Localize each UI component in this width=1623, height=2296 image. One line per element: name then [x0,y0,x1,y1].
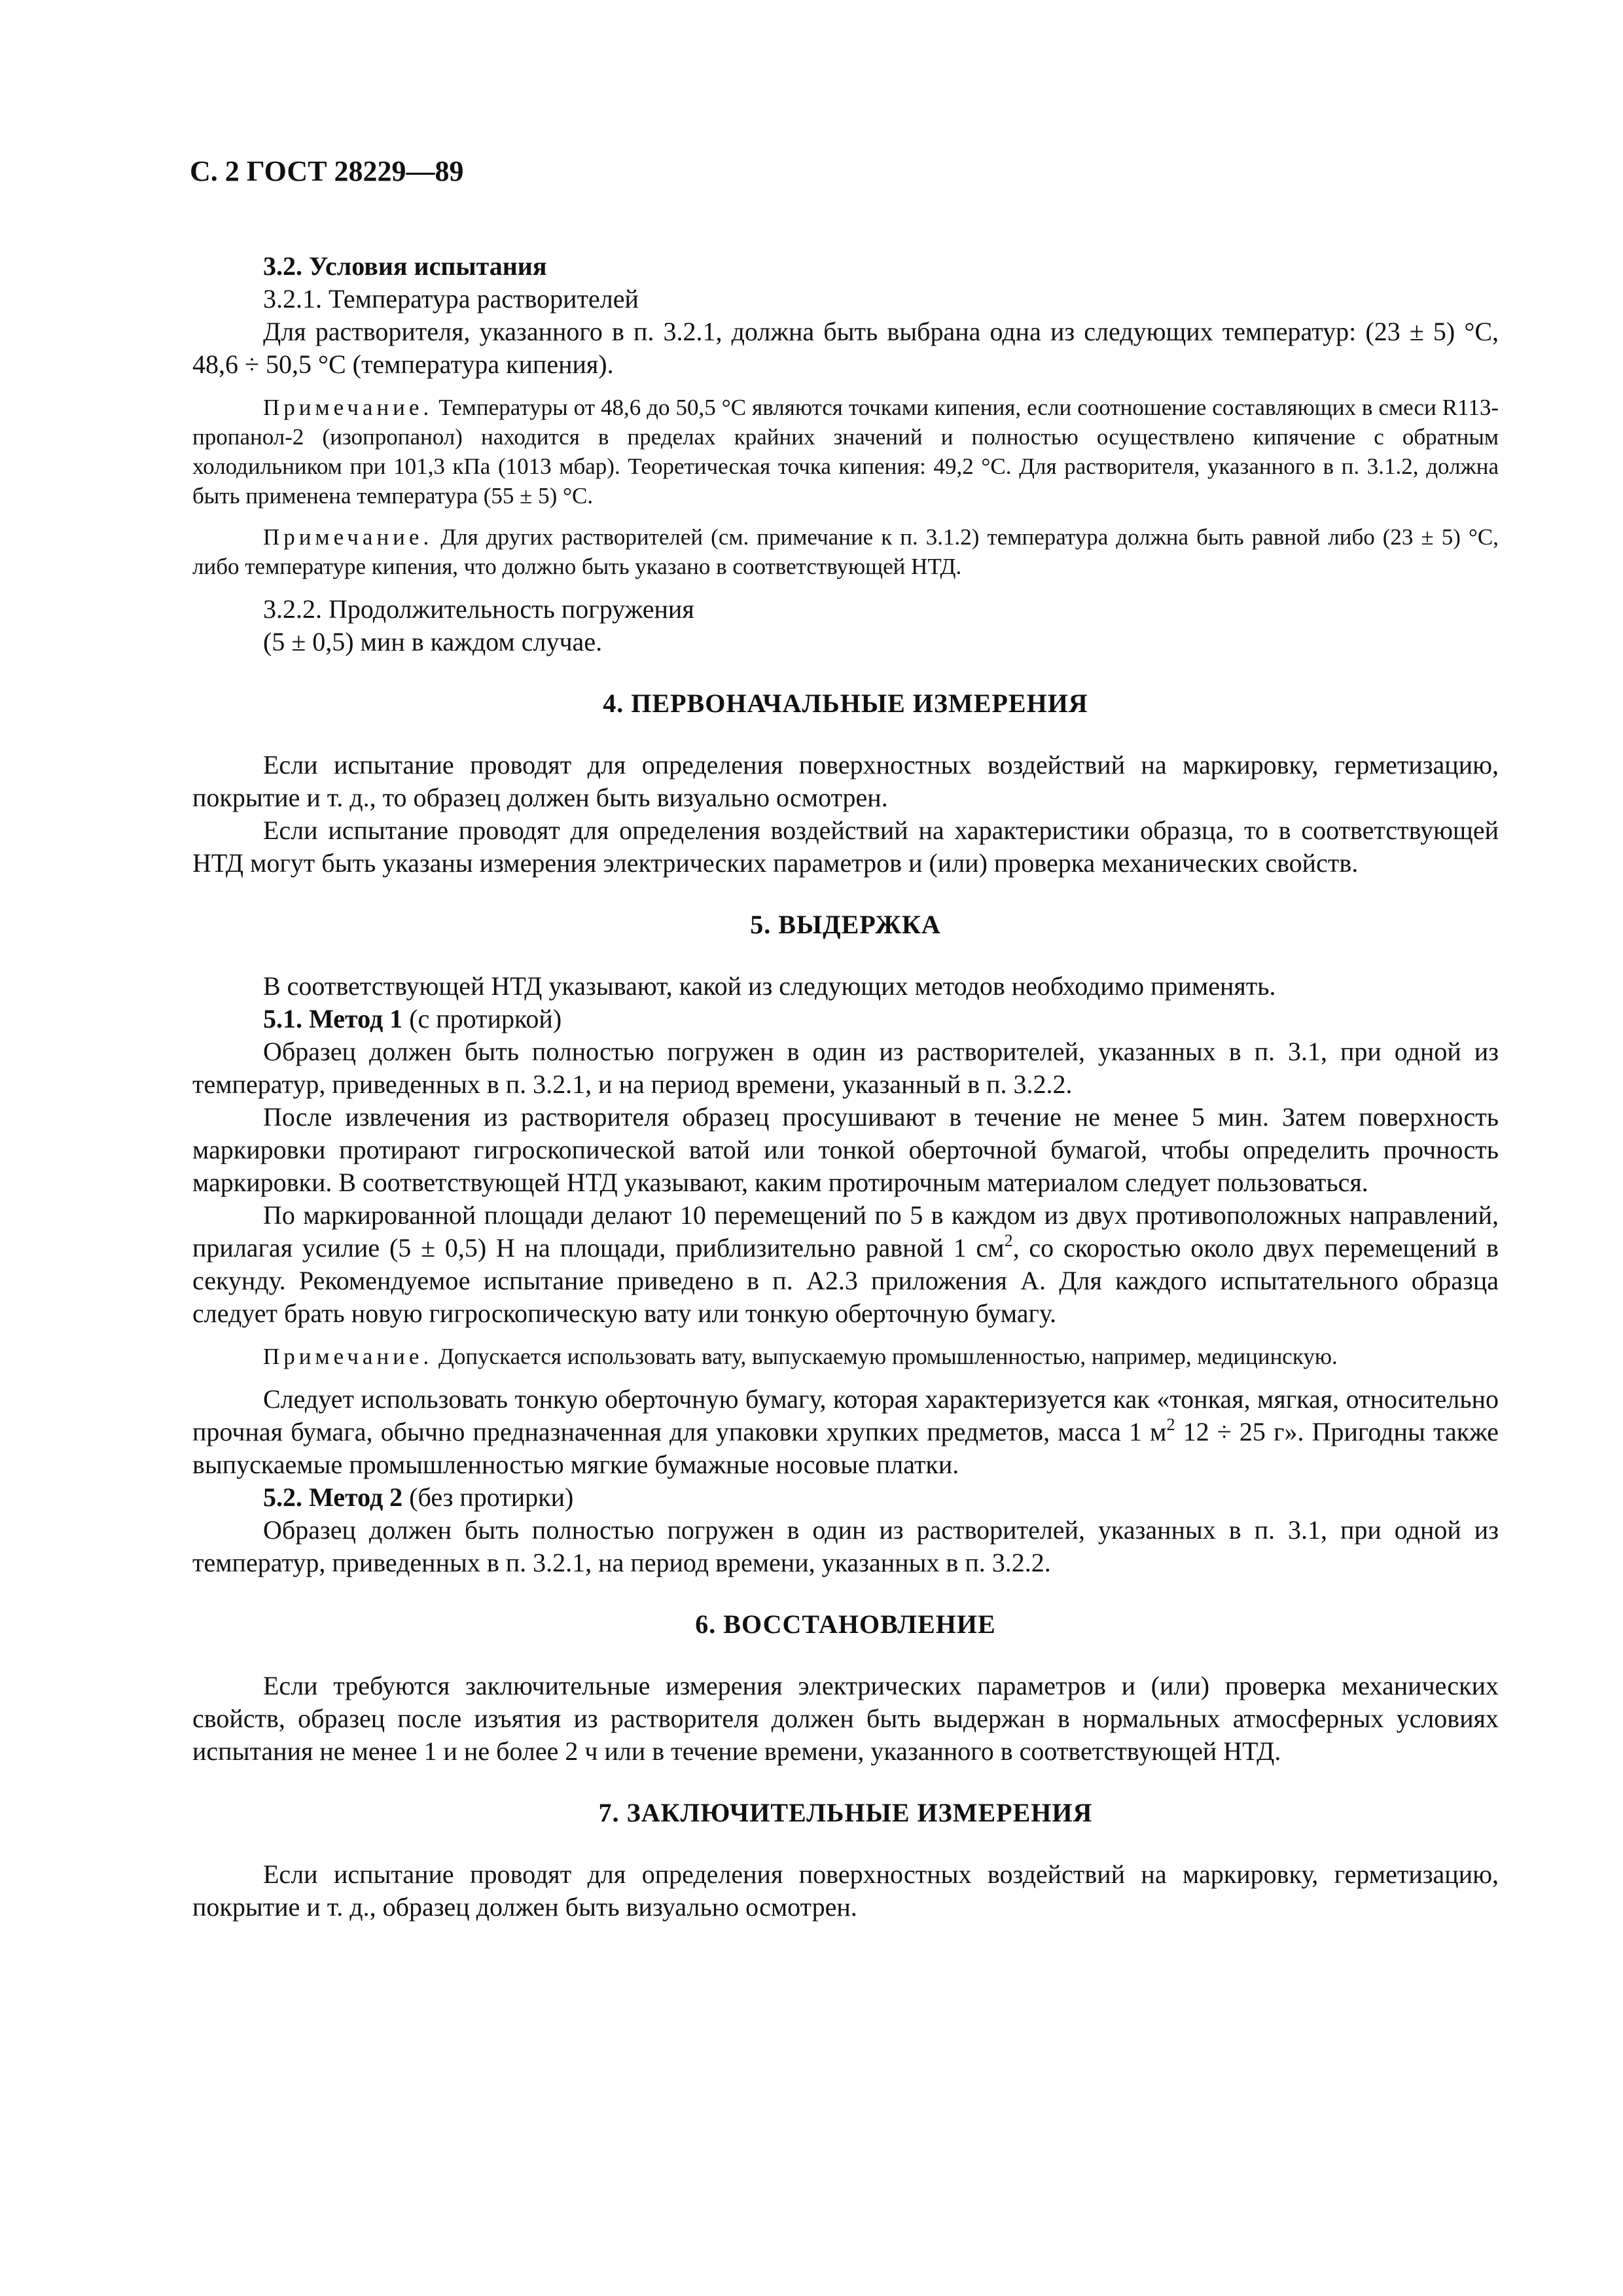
section-7-heading: 7. ЗАКЛЮЧИТЕЛЬНЫЕ ИЗМЕРЕНИЯ [598,1798,1093,1827]
method-name: Метод 2 [309,1482,403,1512]
method-2-title [192,1481,1499,1514]
clause-3-2-2-title: 3.2.2. Продолжительность погружения [263,594,694,624]
subsection-3-2-title [192,250,1499,283]
subsection-number: 5.1. [263,1004,302,1033]
subsection-number: 3.2. [263,251,302,281]
note-3 [192,1342,1499,1371]
clause-3-2-1-title: 3.2.1. Температура растворителей [263,284,639,314]
text-run: Следует использовать тонкую оберточную бумагу, которая характеризуется как «тонкая, мягкая, относительно прочная бумага, обычно предназначенная для упаковки хрупких предметов, масса 1 м [192,1384,1499,1446]
note-label: Примечание. [263,1344,433,1369]
subsection-title: Условия испытания [309,251,547,281]
method-2-paragraph: Образец должен быть полностью погружен в один из растворителей, указанных в п. 3.1, при одной из температур, приведенных в п. 3.2.1, на период времени, указанных в п. 3.2.2. [192,1515,1499,1577]
method-qualifier: (с протиркой) [409,1004,562,1033]
method-qualifier: (без протирки) [409,1482,574,1512]
method-1-paragraph [192,1199,1499,1330]
text-run: По маркированной площади делают 10 перемещений по 5 в каждом из двух противоположных направлений, прилагая усилие (5 ± 0,5) Н на площади, приблизительно равной 1 см [192,1200,1499,1263]
note-label: Примечание. [263,524,433,550]
note-label: Примечание. [263,395,433,420]
method-1-title [192,1003,1499,1035]
section-5-intro: В соответствующей НТД указывают, какой из следующих методов необходимо применять. [263,971,1276,1001]
note-1 [192,393,1499,511]
section-5-heading: 5. ВЫДЕРЖКА [750,910,941,939]
subsection-number: 5.2. [263,1482,302,1512]
clause-3-2-2-text: (5 ± 0,5) мин в каждом случае. [263,627,603,656]
clause-3-2-1-text: Для растворителя, указанного в п. 3.2.1, должна быть выбрана одна из следующих температур: (23 ± 5) °С, 48,6 ÷ 50,5 °С (температура кипения). [192,317,1499,379]
section-4-paragraph: Если испытание проводят для определения воздействий на характеристики образца, то в соответствующей НТД могут быть указаны измерения электрических параметров и (или) проверка механических свойств. [192,816,1499,878]
note-2 [192,522,1499,581]
method-1-paragraph: После извлечения из растворителя образец просушивают в течение не менее 5 мин. Затем поверхность маркировки протирают гигроскопической ватой или тонкой оберточной бумагой, чтобы определить прочность маркировки. В соответствующей НТД указывают, каким протирочным материалом следует пользоваться. [192,1102,1499,1197]
note-text: Для других растворителей (см. примечание к п. 3.1.2) температура должна быть равной либо (23 ± 5) °С, либо температуре кипения, что должно быть указано в соответствующей НТД. [192,524,1499,579]
text-run: 12 ÷ 25 г». Пригодны также выпускаемые промышленностью мягкие бумажные носовые платки. [192,1417,1499,1479]
section-6-heading: 6. ВОССТАНОВЛЕНИЕ [695,1609,996,1639]
method-1-paragraph: Образец должен быть полностью погружен в один из растворителей, указанных в п. 3.1, при одной из температур, приведенных в п. 3.2.1, и на период времени, указанный в п. 3.2.2. [192,1037,1499,1099]
method-name: Метод 1 [309,1004,403,1033]
running-head: С. 2 ГОСТ 28229—89 [190,155,464,187]
method-1-paragraph [192,1383,1499,1481]
superscript: 2 [1004,1230,1013,1250]
section-6-paragraph: Если требуются заключительные измерения электрических параметров и (или) проверка механических свойств, образец после изъятия из растворителя должен быть выдержан в нормальных атмосферных условиях испытания не менее 1 и не более 2 ч или в течение времени, указанного в соответствующей НТД. [192,1671,1499,1766]
superscript: 2 [1166,1414,1175,1434]
note-text: Температуры от 48,6 до 50,5 °С являются точками кипения, если соотношение составляющих в смеси R113-пропанол-2 (изопропанол) находится в пределах крайних значений и полностью осуществлено кипячение с обратным холодильником при 101,3 кПа (1013 мбар). Теоретическая точка кипения: 49,2 °С. Для растворителя, указанного в п. 3.1.2, должна быть применена температура (55 ± 5) °С. [192,395,1499,509]
section-7-paragraph: Если испытание проводят для определения поверхностных воздействий на маркировку, герметизацию, покрытие и т. д., образец должен быть визуально осмотрен. [192,1859,1499,1922]
section-4-paragraph: Если испытание проводят для определения поверхностных воздействий на маркировку, герметизацию, покрытие и т. д., то образец должен быть визуально осмотрен. [192,750,1499,812]
section-4-heading: 4. ПЕРВОНАЧАЛЬНЫЕ ИЗМЕРЕНИЯ [603,689,1088,718]
note-text: Допускается использовать вату, выпускаемую промышленностью, например, медицинскую. [438,1344,1338,1369]
text-run: , со скоростью около двух перемещений в секунду. Рекомендуемое испытание приведено в п. А2.3 приложения А. Для каждого испытательного образца следует брать новую гигроскопическую вату или тонкую оберточную бумагу. [192,1233,1499,1328]
